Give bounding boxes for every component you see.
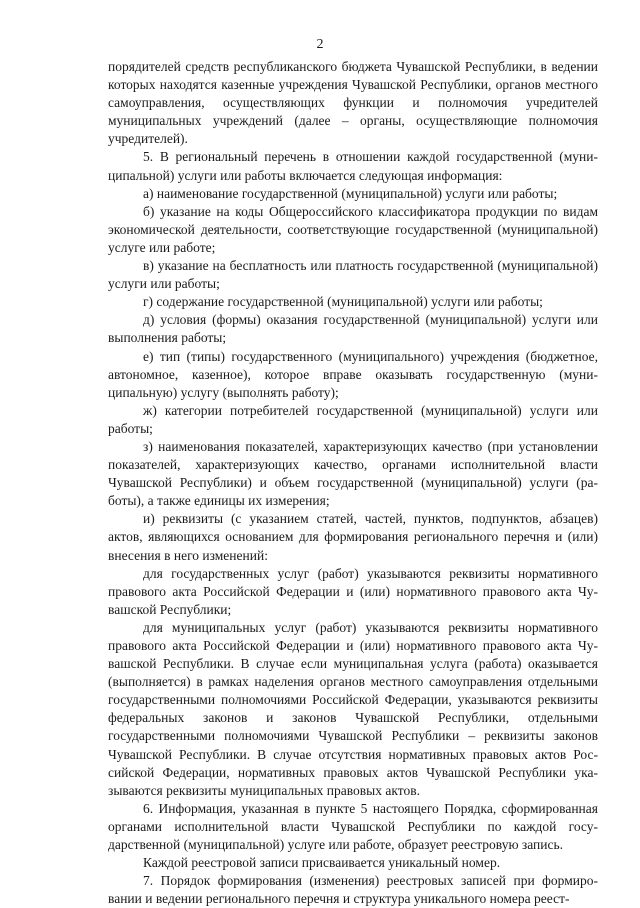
paragraph: 7. Порядок формирования (изменения) реестровых записей при формировании и ведении регионального перечня и структура уникального номера реест- [108,873,598,907]
paragraph: порядителей средств республиканского бюджета Чувашской Республики, в ведении которых находятся казенные учреждения Чувашской Республики, органов местного самоуправления, осуществляющих функции и полномочия учредителей муниципальных учреждений (далее – органы, осуществляющие полномочия учредителей). [108,59,598,147]
paragraph: 6. Информация, указанная в пункте 5 настоящего Порядка, сформированная органами исполнительной власти Чувашской Республики по каждой государственной (муниципальной) услуге или работе, образует реестровую запись. [108,800,598,853]
document-body [108,58,598,908]
paragraph: 5. В региональный перечень в отношении каждой государственной (муниципальной) услуги или работы включается следующая информация: [108,149,598,183]
list-item: г) содержание государственной (муниципальной) услуги или работы; [143,294,543,310]
list-item: и) реквизиты (с указанием статей, частей, пунктов, подпунктов, абзацев) актов, являющихся основанием для формирования регионального перечня и (или) внесения в него изменений: [108,511,598,563]
list-item: з) наименования показателей, характеризующих качество (при установлении показателей, характеризующих качество, органами исполнительной власти Чувашской Республики) и объем государственной (муниципальной) услуги (работы), а также единицы их измерения; [108,438,598,509]
list-item: ж) категории потребителей государственной (муниципальной) услуги или работы; [108,402,598,436]
page-number: 2 [316,37,324,52]
list-item: е) тип (типы) государственного (муниципального) учреждения (бюджетное, автономное, казенное), которое вправе оказывать государственную (муниципальную) услугу (выполнять работу); [108,348,598,400]
paragraph: для государственных услуг (работ) указываются реквизиты нормативного правового акта Российской Федерации и (или) нормативного правового акта Чувашской Республики; [108,565,598,617]
list-item: а) наименование государственной (муниципальной) услуги или работы; [143,185,558,201]
paragraph: Каждой реестровой записи присваивается уникальный номер. [143,855,501,871]
list-item: в) указание на бесплатность или платность государственной (муниципальной) услуги или работы; [108,258,598,292]
paragraph: для муниципальных услуг (работ) указываются реквизиты нормативного правового акта Российской Федерации и (или) нормативного правового акта Чувашской Республики. В случае если муниципальная услуга (работа) оказывается (выполняется) в рамках наделения органов местного самоуправления отдельными государственными полномочиями Российской Федерации, указываются реквизиты федеральных законов и законов Чувашской Республики, отдельными государственными полномочиями Чувашской Республики – реквизиты законов Чувашской Республики. В случае отсутствия нормативных правовых актов Российской Федерации, нормативных правовых актов Чувашской Республики указываются реквизиты муниципальных правовых актов. [108,619,598,798]
list-item: б) указание на коды Общероссийского классификатора продукции по видам экономической деятельности, соответствующие государственной (муниципальной) услуге или работе; [108,203,598,255]
list-item: д) условия (формы) оказания государственной (муниципальной) услуги или выполнения работы; [108,312,598,346]
